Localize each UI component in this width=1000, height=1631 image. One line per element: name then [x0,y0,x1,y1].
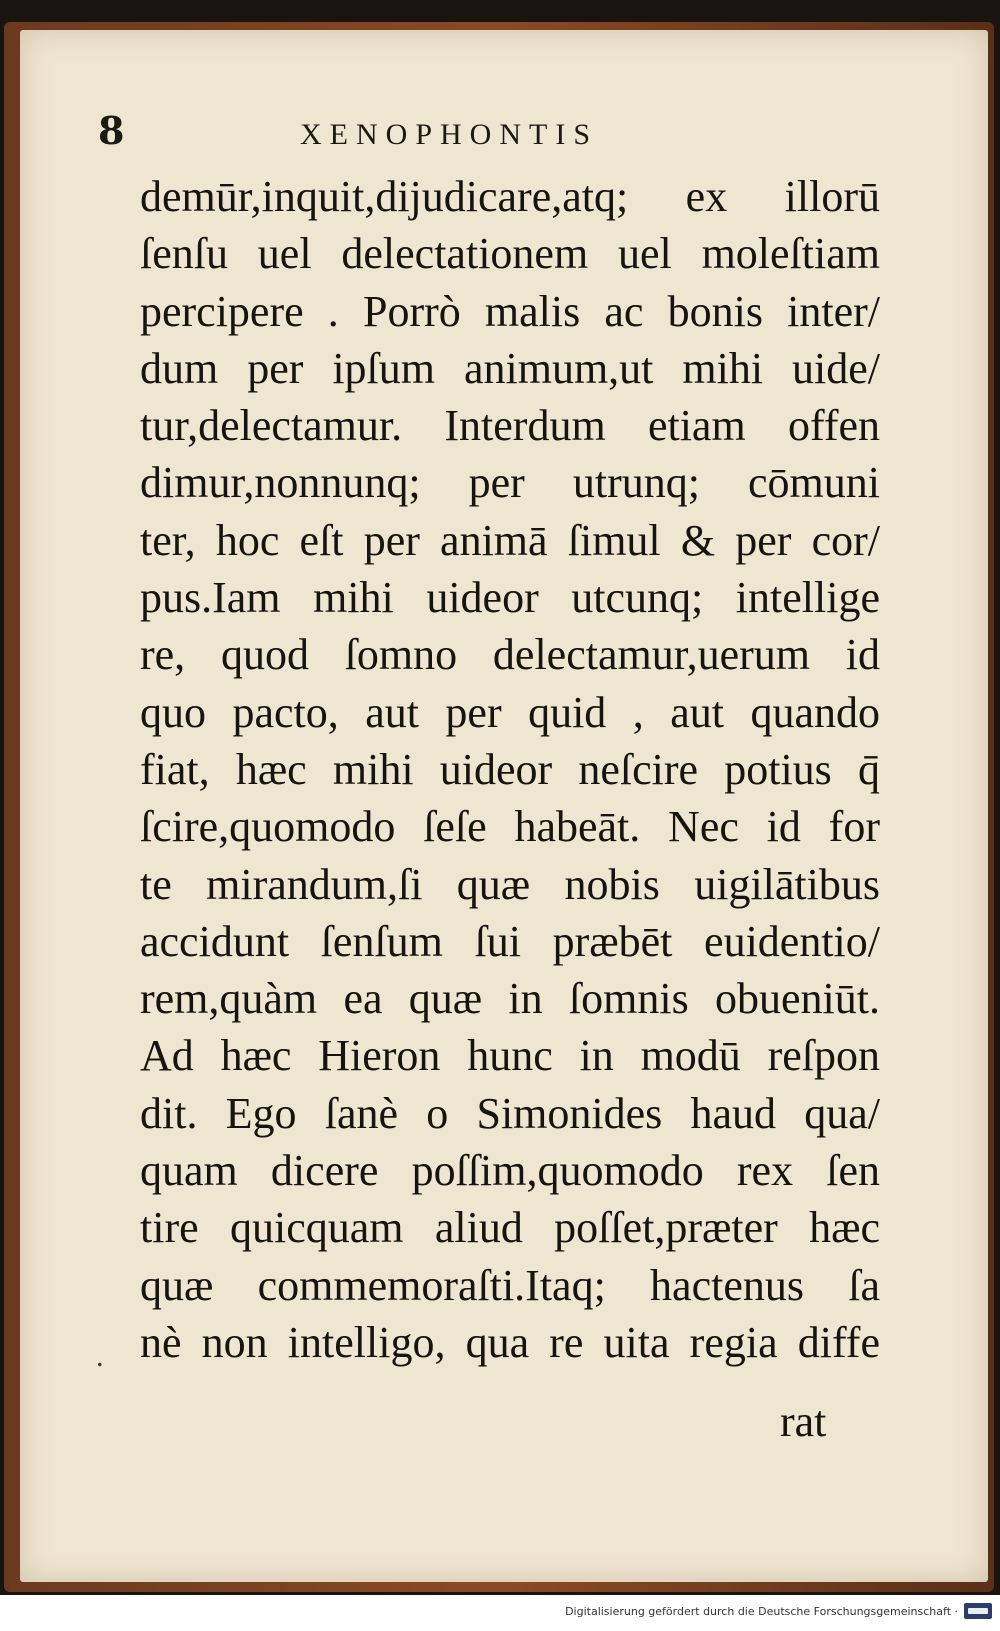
text-line: pus.Iam mihi uideor utcunq; intellige [140,573,880,623]
page-number: 8 [98,108,125,153]
text-line: ter, hoc eſt per animā ſimul & per cor/ [140,515,880,565]
text-line: dum per ipſum animum,ut mihi uide/ [140,343,880,393]
text-line: te mirandum,ſi quæ nobis uigilātibus [140,859,880,909]
text-line: rem,quàm ea quæ in ſomnis obueniūt. [140,974,880,1024]
text-line: tire quicquam aliud poſſet,præter hæc [140,1203,880,1253]
text-block [140,168,880,1371]
text-line: quam dicere poſſim,quomodo rex ſen [140,1146,880,1196]
text-line: Ad hæc Hieron hunc in modū reſpon [140,1031,880,1081]
running-head: XENOPHONTIS [300,118,598,151]
text-line: percipere . Porrò malis ac bonis inter/ [140,286,880,336]
catchword: rat [780,1397,827,1446]
text-line: ſcire,quomodo ſeſe habeāt. Nec id for [140,802,880,852]
dfg-logo-icon [964,1603,992,1619]
text-line: quo pacto, aut per quid , aut quando [140,687,880,737]
text-line: quæ commemoraſti.Itaq; hactenus ſa [140,1260,880,1310]
margin-mark: . [96,1340,104,1373]
digitization-credit: Digitalisierung gefördert durch die Deutsche Forschungsgemeinschaft · [565,1605,958,1618]
text-line: fiat, hæc mihi uideor neſcire potius q̄ [140,744,880,794]
text-line: tur,delectamur. Interdum etiam offen [140,401,880,451]
text-line: nè non intelligo, qua re uita regia diffe [140,1317,880,1367]
text-line: dit. Ego ſanè o Simonides haud qua/ [140,1088,880,1138]
text-line: demūr,inquit,dijudicare,atq; ex illorū [140,172,880,221]
text-line: dimur,nonnunq; per utrunq; cōmuni [140,458,880,508]
text-line: ſenſu uel delectationem uel moleſtiam [140,229,880,279]
footer-bar [0,1595,1000,1631]
text-line: re, quod ſomno delectamur,uerum id [140,630,880,680]
text-line: accidunt ſenſum ſui præbēt euidentio/ [140,916,880,966]
